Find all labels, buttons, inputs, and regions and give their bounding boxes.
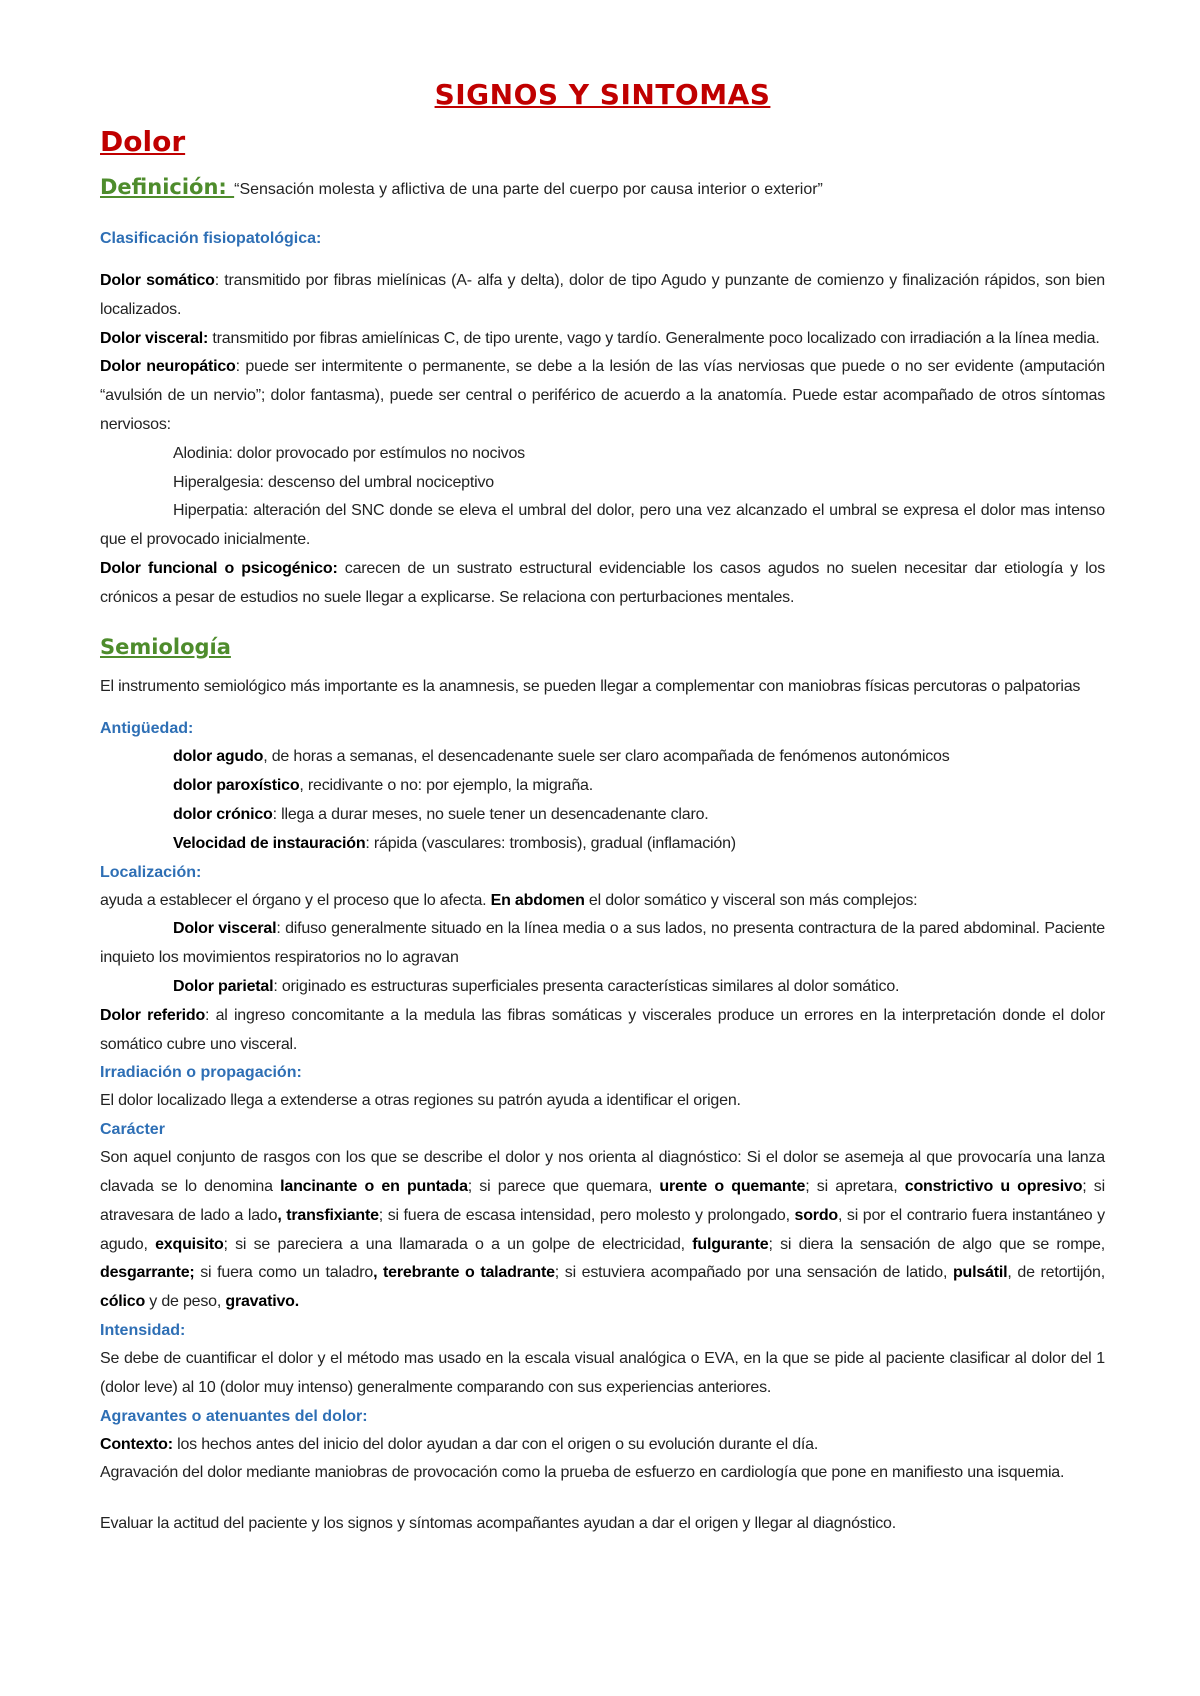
caracter-term-5: sordo <box>794 1206 838 1224</box>
caracter-text-5: ; si fuera de escasa intensidad, pero molesto y prolongado, <box>378 1206 795 1224</box>
text-loc-visceral: : difuso generalmente situado en la línea media o a sus lados, no presenta contractura de la pared abdominal. Paciente inquieto los movimientos respiratorios no lo agravan <box>100 920 1106 967</box>
term-dolor-cronico: dolor crónico <box>173 805 273 823</box>
item-dolor-agudo <box>100 743 1105 772</box>
caracter-text-3: ; si apretara, <box>805 1177 905 1195</box>
heading-irradiacion: Irradiación o propagación: <box>100 1064 302 1082</box>
intensidad-text: Se debe de cuantificar el dolor y el método mas usado en la escala visual analógica o EVA, en la que se pide al paciente clasificar al dolor del 1 (dolor leve) al 10 (dolor muy intenso) generalmente comparando con sus experiencias anteriores. <box>100 1349 1105 1396</box>
caracter-term-9: , terebrante o taladrante <box>373 1264 555 1282</box>
contexto-paragraph <box>100 1431 1105 1460</box>
agravacion-paragraph: Agravación del dolor mediante maniobras de provocación como la prueba de esfuerzo en cardiología que pone en manifiesto una isquemia. <box>100 1464 1065 1482</box>
text-dolor-paroxistico: , recidivante o no: por ejemplo, la migraña. <box>299 777 593 795</box>
text-loc-referido: : al ingreso concomitante a la medula las fibras somáticas y viscerales produce un errores en la interpretación donde el dolor somático cubre uno visceral. <box>100 1006 1105 1053</box>
paragraph-dolor-funcional <box>100 555 1105 613</box>
caracter-term-8: desgarrante; <box>100 1264 195 1282</box>
localizacion-intro <box>100 887 1105 916</box>
caracter-term-7: fulgurante <box>692 1235 769 1253</box>
term-dolor-funcional: Dolor funcional o psicogénico: <box>100 559 338 577</box>
caracter-text-12: y de peso, <box>145 1293 226 1311</box>
caracter-term-6: exquisito <box>155 1235 224 1253</box>
caracter-text-4: ; si atravesara de lado a lado <box>100 1177 1105 1224</box>
text-velocidad: : rápida (vasculares: trombosis), gradual (inflamación) <box>365 834 736 852</box>
text-dolor-somatico: : transmitido por fibras mielínicas (A- alfa y delta), dolor de tipo Agudo y punzante de comienzo y finalización rápidos, son bien localizados. <box>100 272 1105 318</box>
term-dolor-agudo: dolor agudo <box>173 748 264 766</box>
heading-clasificacion: Clasificación fisiopatológica: <box>100 230 322 247</box>
localizacion-intro-post: el dolor somático y visceral son más complejos: <box>584 891 918 909</box>
item-hiperpatia: Hiperpatia: alteración del SNC donde se eleva el umbral del dolor, pero una vez alcanzado el umbral se expresa el dolor mas intenso que el provocado inicialmente. <box>100 502 1105 549</box>
term-dolor-paroxistico: dolor paroxístico <box>173 777 300 795</box>
text-dolor-cronico: : llega a durar meses, no suele tener un desencadenante claro. <box>272 805 709 823</box>
caracter-text-7: ; si se pareciera a una llamarada o a un golpe de electricidad, <box>223 1235 693 1253</box>
document-title: SIGNOS Y SINTOMAS <box>434 78 771 111</box>
caracter-text-10: ; si estuviera acompañado por una sensación de latido, <box>554 1264 953 1282</box>
localizacion-intro-pre: ayuda a establecer el órgano y el proceso que lo afecta. <box>100 891 491 909</box>
caracter-text-8: ; si diera la sensación de algo que se rompe, <box>768 1235 1105 1253</box>
item-loc-referido <box>100 1002 1105 1060</box>
term-loc-parietal: Dolor parietal <box>173 977 274 995</box>
section-heading-dolor: Dolor <box>100 125 186 158</box>
caracter-text-9: si fuera como un taladro <box>194 1264 374 1282</box>
heading-intensidad: Intensidad: <box>100 1321 186 1339</box>
definition-text: “Sensación molesta y aflictiva de una parte del cuerpo por causa interior o exterior” <box>234 181 823 198</box>
term-loc-referido: Dolor referido <box>100 1006 206 1024</box>
heading-antiguedad: Antigüedad: <box>100 720 194 738</box>
term-dolor-neuropatico: Dolor neuropático <box>100 358 236 376</box>
item-alodinia: Alodinia: dolor provocado por estímulos no nocivos <box>173 444 525 462</box>
item-loc-visceral <box>100 915 1105 973</box>
caracter-text-11: , de retortijón, <box>1007 1264 1105 1282</box>
caracter-term-11: cólico <box>100 1293 146 1311</box>
text-contexto: los hechos antes del inicio del dolor ayudan a dar con el origen o su evolución durante el día. <box>172 1435 819 1453</box>
heading-agravantes: Agravantes o atenuantes del dolor: <box>100 1407 368 1425</box>
item-hiperalgesia: Hiperalgesia: descenso del umbral nociceptivo <box>173 473 494 491</box>
caracter-term-12: gravativo. <box>225 1293 299 1311</box>
term-dolor-visceral: Dolor visceral: <box>100 329 209 347</box>
text-dolor-funcional: carecen de un sustrato estructural evidenciable los casos agudos no suelen necesitar dar etiología y los crónicos a pesar de estudios no suele llegar a explicarse. Se relaciona con perturbaciones mentales. <box>100 559 1105 606</box>
heading-localizacion: Localización: <box>100 863 202 881</box>
term-loc-visceral: Dolor visceral <box>173 920 277 938</box>
item-dolor-cronico <box>100 801 1105 830</box>
term-dolor-somatico: Dolor somático <box>100 272 215 289</box>
paragraph-dolor-somatico <box>100 267 1105 325</box>
conclusion-paragraph: Evaluar la actitud del paciente y los signos y síntomas acompañantes ayudan a dar el origen y llegar al diagnóstico. <box>100 1515 896 1533</box>
item-dolor-paroxistico <box>100 772 1105 801</box>
caracter-text-6: , si por el contrario fuera instantáneo y agudo, <box>100 1206 1105 1253</box>
text-dolor-visceral: transmitido por fibras amielínicas C, de tipo urente, vago y tardío. Generalmente poco localizado con irradiación a la línea media. <box>208 329 1100 347</box>
caracter-term-3: constrictivo u opresivo <box>904 1177 1083 1195</box>
document-page <box>100 70 1105 1539</box>
text-dolor-agudo: , de horas a semanas, el desencadenante suele ser claro acompañada de fenómenos autonómicos <box>263 748 950 766</box>
caracter-text-2: ; si parece que quemara, <box>467 1177 660 1195</box>
irradiacion-text: El dolor localizado llega a extenderse a otras regiones su patrón ayuda a identificar el origen. <box>100 1092 741 1110</box>
term-contexto: Contexto: <box>100 1435 173 1453</box>
item-loc-parietal <box>100 973 1105 1002</box>
paragraph-dolor-visceral <box>100 325 1105 354</box>
definition-line <box>100 174 1105 203</box>
text-loc-parietal: : originado es estructuras superficiales presenta características similares al dolor somático. <box>273 977 900 995</box>
caracter-term-4: , transfixiante <box>277 1206 379 1224</box>
text-dolor-neuropatico: : puede ser intermitente o permanente, se debe a la lesión de las vías nerviosas que puede o no ser evidente (amputación “avulsión de un nervio”; dolor fantasma), puede ser central o periférico de acuerdo a la anatomía. Puede estar acompañado de otros síntomas nerviosos: <box>100 358 1105 433</box>
item-velocidad <box>100 830 1105 859</box>
heading-caracter: Carácter <box>100 1121 165 1139</box>
caracter-paragraph <box>100 1144 1105 1317</box>
caracter-term-2: urente o quemante <box>659 1177 806 1195</box>
semiologia-intro: El instrumento semiológico más importante es la anamnesis, se pueden llegar a complementar con maniobras físicas percutoras o palpatorias <box>100 677 1081 695</box>
caracter-text-1: Son aquel conjunto de rasgos con los que se describe el dolor y nos orienta al diagnóstico: Si el dolor se asemeja al que provocaría una lanza clavada se lo denomina <box>100 1149 1105 1195</box>
term-velocidad: Velocidad de instauración <box>173 834 366 852</box>
heading-semiologia: Semiología <box>100 634 231 659</box>
caracter-term-10: pulsátil <box>952 1264 1008 1282</box>
caracter-term-1: lancinante o en puntada <box>280 1177 468 1195</box>
definition-label: Definición: <box>100 175 235 199</box>
term-en-abdomen: En abdomen <box>490 891 585 909</box>
paragraph-dolor-neuropatico <box>100 353 1105 439</box>
